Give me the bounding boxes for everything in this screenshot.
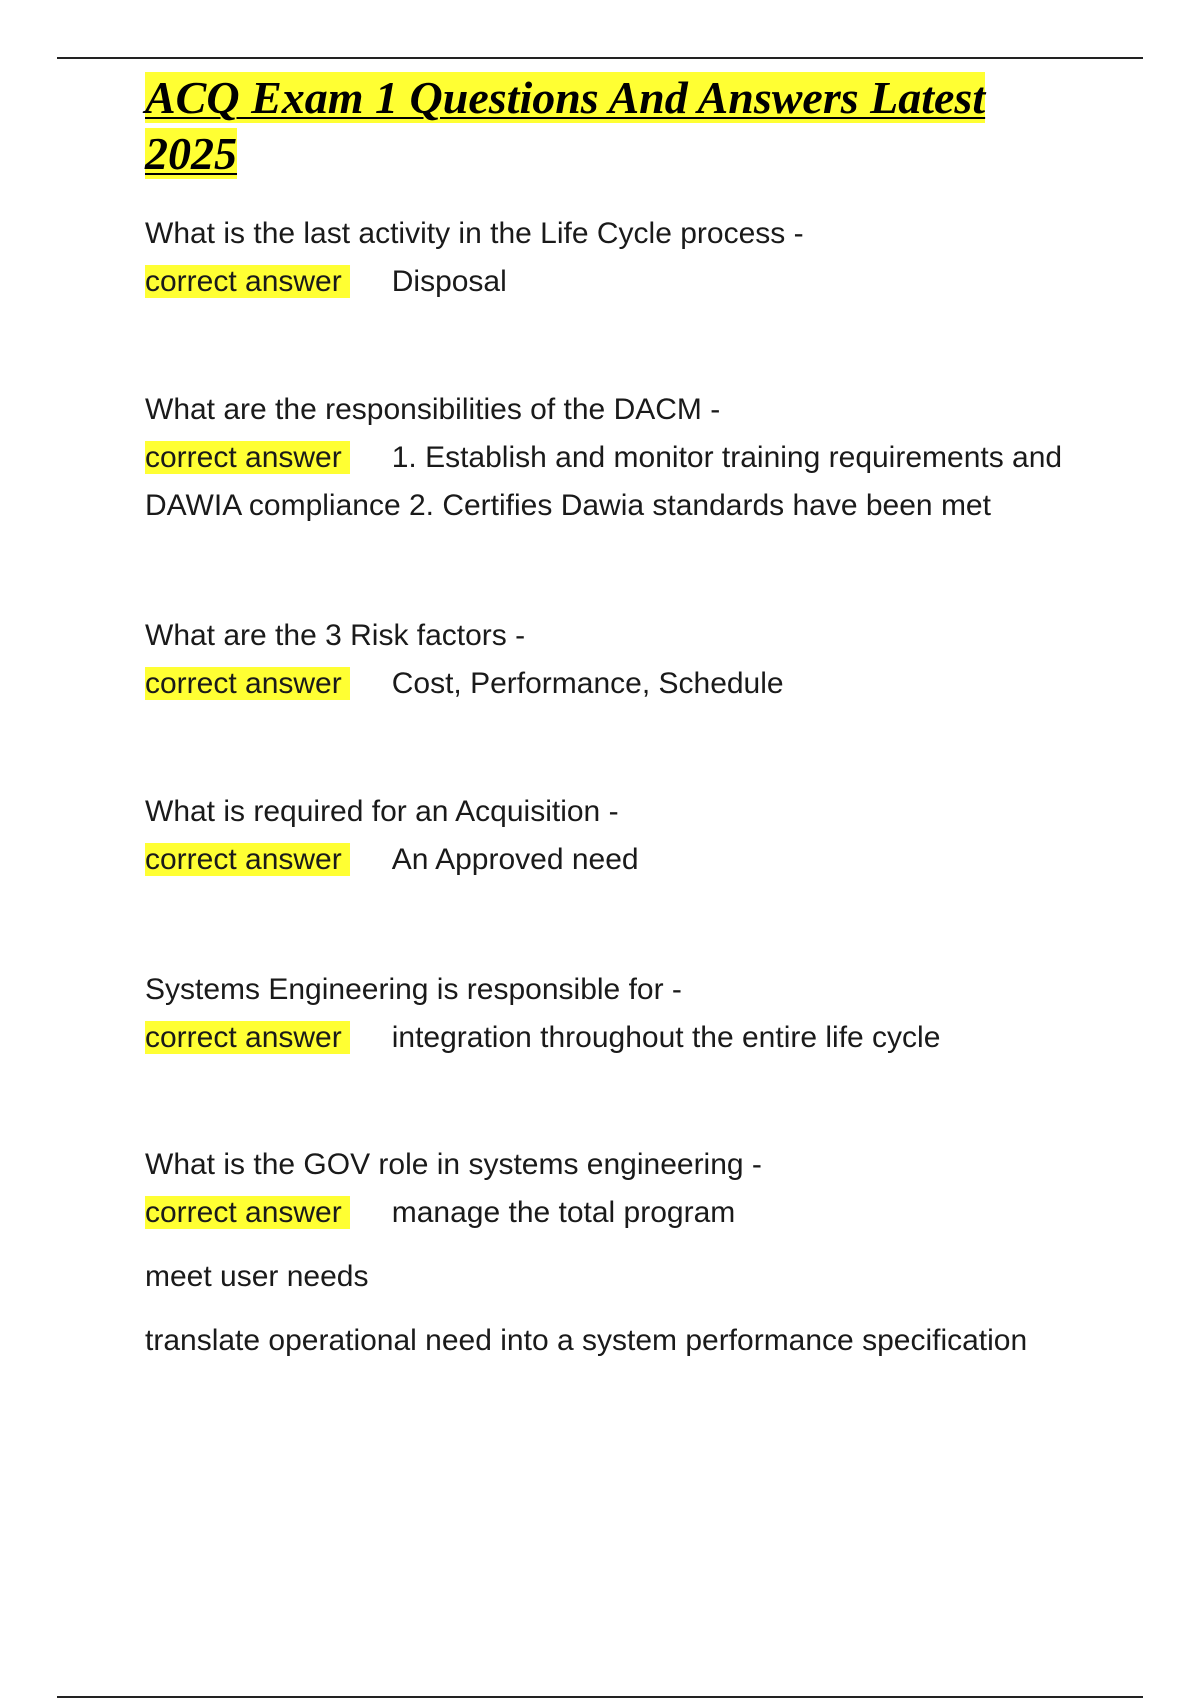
answer-label: correct answer bbox=[145, 843, 350, 876]
qa-item-2 bbox=[145, 386, 1085, 530]
answer-extra-line: translate operational need into a system performance specification bbox=[145, 1324, 1028, 1357]
question-text: What are the 3 Risk factors - bbox=[145, 619, 526, 652]
answer-text: manage the total program bbox=[391, 1196, 736, 1229]
answer-label: correct answer bbox=[145, 1196, 350, 1229]
question-text: What is required for an Acquisition - bbox=[145, 795, 619, 828]
answer-label: correct answer bbox=[145, 667, 350, 700]
qa-item-1 bbox=[145, 210, 1085, 306]
answer-text: An Approved need bbox=[391, 843, 639, 876]
question-text: What is the last activity in the Life Cycle process - bbox=[145, 217, 804, 250]
top-rule bbox=[57, 57, 1143, 59]
question-text: What are the responsibilities of the DACM - bbox=[145, 393, 721, 426]
question-text: What is the GOV role in systems engineering - bbox=[145, 1148, 762, 1181]
answer-text: 1. Establish and monitor training requirements and DAWIA compliance 2. Certifies Dawia standards have been met bbox=[145, 441, 1063, 522]
page-title: ACQ Exam 1 Questions And Answers Latest 2025 bbox=[145, 72, 986, 179]
answer-text: Cost, Performance, Schedule bbox=[391, 667, 784, 700]
qa-item-5 bbox=[145, 966, 1085, 1062]
answer-text: Disposal bbox=[391, 265, 507, 298]
qa-item-6 bbox=[145, 1141, 1085, 1365]
answer-label: correct answer bbox=[145, 441, 350, 474]
qa-item-4 bbox=[145, 788, 1085, 884]
qa-item-3 bbox=[145, 612, 1085, 708]
question-text: Systems Engineering is responsible for - bbox=[145, 973, 682, 1006]
answer-label: correct answer bbox=[145, 1021, 350, 1054]
answer-extra-line: meet user needs bbox=[145, 1260, 369, 1293]
bottom-rule bbox=[57, 1696, 1143, 1698]
answer-text: integration throughout the entire life cycle bbox=[391, 1021, 941, 1054]
answer-label: correct answer bbox=[145, 265, 350, 298]
